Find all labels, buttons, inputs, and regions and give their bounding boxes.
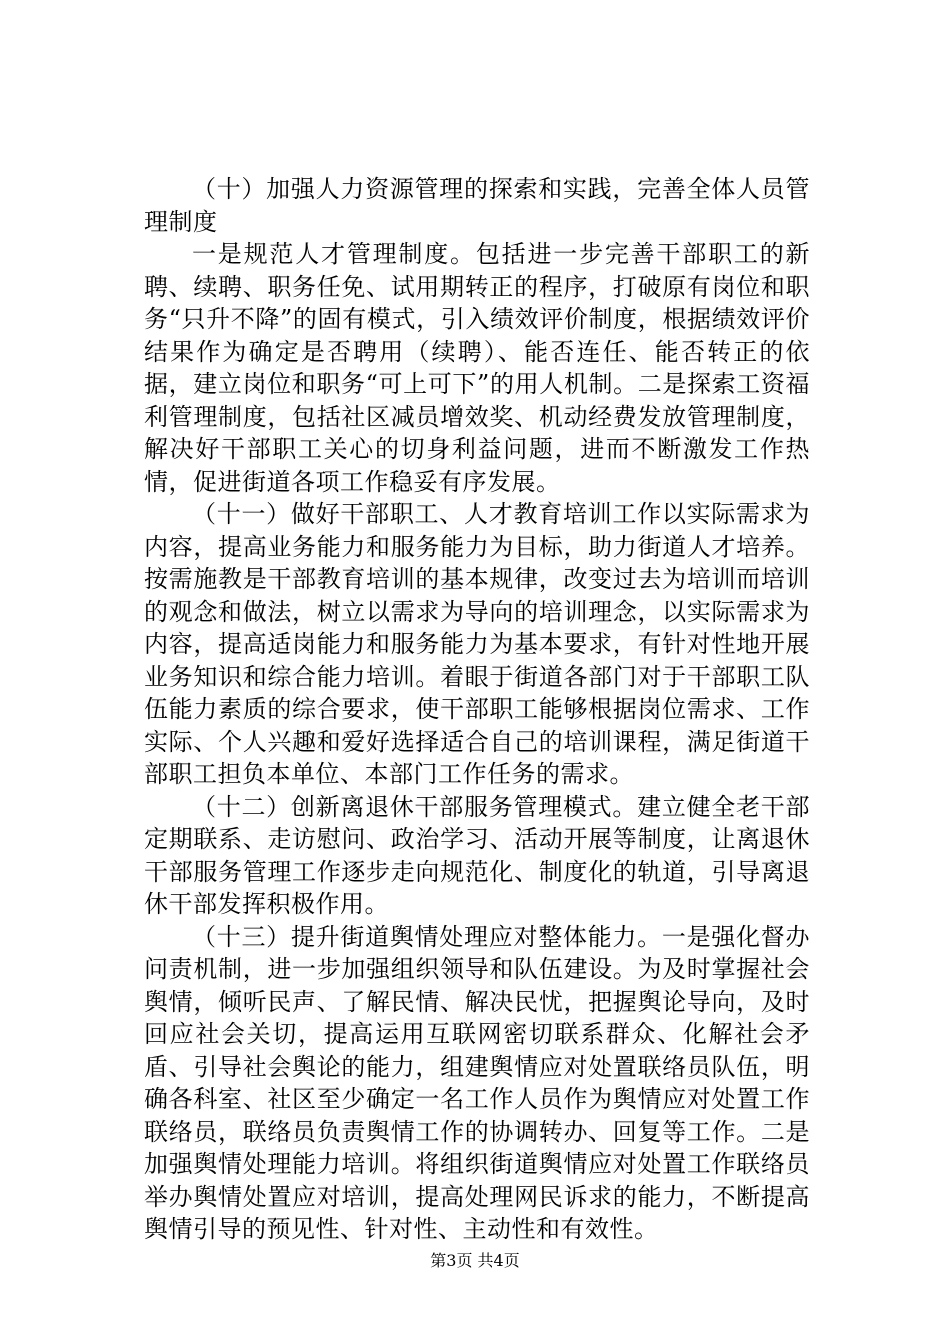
page-number-footer: 第3页 共4页 <box>430 1251 520 1270</box>
section-11-paragraph: （十一）做好干部职工、人才教育培训工作以实际需求为内容，提高业务能力和服务能力为目标，助力街道人才培养。按需施教是干部教育培训的基本规律，改变过去为培训而培训的观念和做法，树立以需求为导向的培训理念，以实际需求为内容，提高适岗能力和服务能力为基本要求，有针对性地开展业务知识和综合能力培训。着眼于街道各部门对于干部职工队伍能力素质的综合要求，使干部职工能够根据岗位需求、工作实际、个人兴趣和爱好选择适合自己的培训课程，满足街道干部职工担负本单位、本部门工作任务的需求。 <box>144 500 810 788</box>
section-13-paragraph: （十三）提升街道舆情处理应对整体能力。一是强化督办问责机制，进一步加强组织领导和队伍建设。为及时掌握社会舆情，倾听民声、了解民情、解决民忧，把握舆论导向，及时回应社会关切，提高运用互联网密切联系群众、化解社会矛盾、引导社会舆论的能力，组建舆情应对处置联络员队伍，明确各科室、社区至少确定一名工作人员作为舆情应对处置工作联络员，联络员负责舆情工作的协调转办、回复等工作。二是加强舆情处理能力培训。将组织街道舆情应对处置工作联络员举办舆情处置应对培训，提高处理网民诉求的能力，不断提高舆情引导的预见性、针对性、主动性和有效性。 <box>144 922 810 1243</box>
section-10-body: 一是规范人才管理制度。包括进一步完善干部职工的新聘、续聘、职务任免、试用期转正的程序，打破原有岗位和职务“只升不降”的固有模式，引入绩效评价制度，根据绩效评价结果作为确定是否聘用（续聘）、能否连任、能否转正的依据，建立岗位和职务“可上可下”的用人机制。二是探索工资福利管理制度，包括社区减员增效奖、机动经费发放管理制度，解决好干部职工关心的切身利益问题，进而不断激发工作热情，促进街道各项工作稳妥有序发展。 <box>144 240 810 496</box>
document-body <box>144 173 810 1246</box>
section-12-paragraph: （十二）创新离退休干部服务管理模式。建立健全老干部定期联系、走访慰问、政治学习、活动开展等制度，让离退休干部服务管理工作逐步走向规范化、制度化的轨道，引导离退休干部发挥积极作用。 <box>144 792 810 918</box>
section-10-heading: （十）加强人力资源管理的探索和实践，完善全体人员管理制度 <box>144 175 810 236</box>
